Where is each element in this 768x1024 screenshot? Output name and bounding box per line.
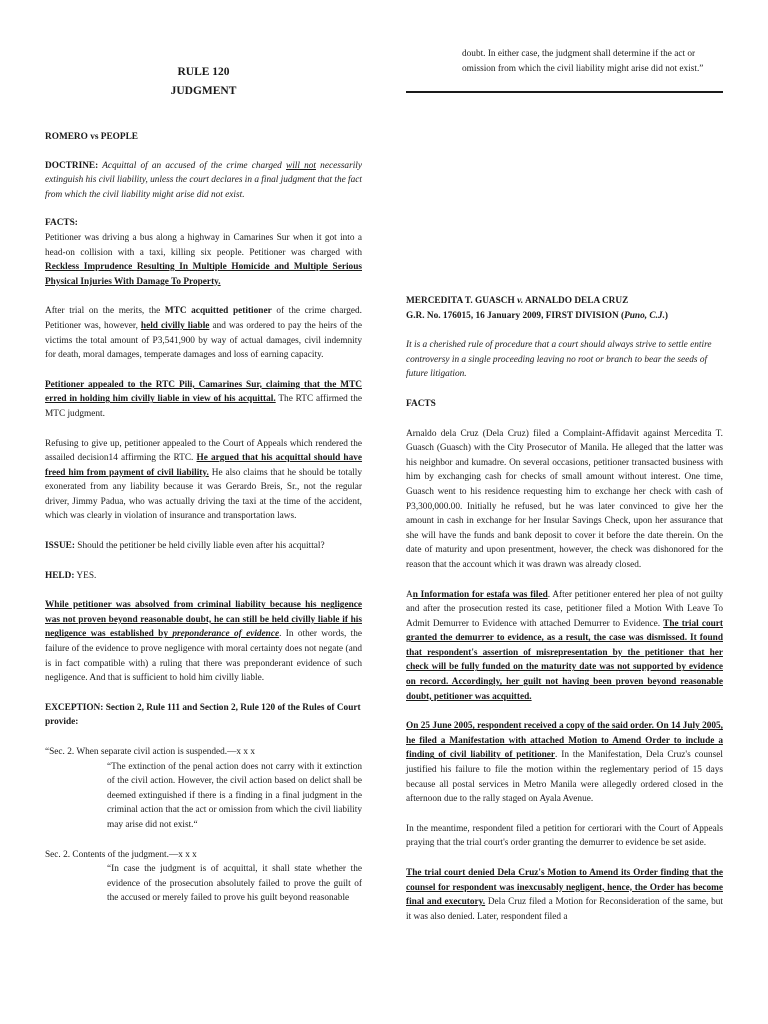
- issue-label: ISSUE:: [45, 541, 75, 552]
- citation-close: ): [664, 310, 669, 321]
- rtc-text: The RTC affirmed the MTC judgment.: [45, 394, 362, 419]
- estafa-information: n Information for estafa was filed: [412, 589, 548, 600]
- issue-text: Should the petitioner be held civilly liable even after his acquittal?: [74, 541, 325, 552]
- ca-paragraph: [45, 437, 362, 525]
- case2-petitioner: MERCEDITA T. GUASCH: [406, 296, 518, 306]
- facts-paragraph: [45, 231, 362, 289]
- doctrine-text-a: Acquittal of an accused of the crime charged: [98, 160, 286, 171]
- manifestation-emphasis: On 25 June 2005, respondent received a copy of the said order. On 14 July 2005, he filed a Manifestation with attached Motion to Amend Order to include a finding of civil liability of petitioner: [406, 721, 723, 761]
- mtc-text-d: and was ordered to pay the heirs of the victims the total amount of P3,541,900 by way of actual damages, civil indemnity for death, moral damages, temperate damages and loss of earning capacity.: [45, 320, 362, 361]
- ruling-emphasis: While petitioner was absolved from criminal liability because his negligence was not proven beyond reasonable doubt, he can still be held civilly liable if his negligence was established by: [45, 600, 362, 640]
- case2-facts-p2: [406, 588, 723, 705]
- case2-facts-p5: [406, 866, 723, 924]
- ruling-text: . In other words, the failure of the evidence to prove negligence with moral certainty does not negate (and is in fact compatible with) a ruling that there was preponderant evidence of such negligence. And that is sufficient to hold him civilly liable.: [45, 629, 362, 684]
- section-divider: [406, 91, 723, 93]
- demurrer-granted: The trial court granted the demurrer to evidence, as a result, the case was dismissed. It found that respondent's assertion of misrepresentation by the petitioner that her check will be fully funded on the maturity date was not supported by evidence on record. Accordingly, her guilt not having been proven beyond reasonable doubt, petitioner was acquitted.: [406, 618, 723, 702]
- sec2-heading: Sec. 2. Contents of the judgment.—x x x: [45, 849, 197, 860]
- case2-facts-p3: [406, 719, 723, 807]
- case-guasch: [406, 294, 723, 924]
- motion-denied: The trial court denied Dela Cruz's Motion to Amend its Order finding that the counsel for respondent was inexcusably negligent, hence, the Order has become final and executory.: [406, 868, 723, 908]
- facts-text-a: Petitioner was driving a bus along a highway in Camarines Sur when it got into a head-on collision with a taxi, killing six people. Petitioner was charged with: [45, 232, 362, 258]
- rtc-paragraph: [45, 378, 362, 422]
- sec1-body: “The extinction of the penal action does not carry with it extinction of the civil action. However, the civil action based on delict shall be deemed extinguished if there is a finding in a final judgment in the criminal action that the act or omission from which the civil liability may arise did not exist.“: [107, 761, 362, 830]
- ca-argument: He argued that his acquittal should have freed him from payment of civil liability.: [45, 453, 363, 478]
- case2-name: [406, 294, 723, 309]
- facts-heading: FACTS:: [45, 218, 78, 229]
- demurrer-text: . After petitioner entered her plea of not guilty and after the prosecution rested its case, petitioner filed a Motion With Leave To Admit Demurrer to Evidence with attached Demurrer to Evidence.: [406, 589, 723, 629]
- case2-facts-heading: FACTS: [406, 398, 436, 409]
- estafa-initial: A: [406, 589, 413, 600]
- case-name: ROMERO vs PEOPLE: [45, 132, 138, 142]
- case2-citation: [406, 309, 723, 324]
- case2-facts-p1: Arnaldo dela Cruz (Dela Cruz) filed a Complaint-Affidavit against Mercedita T. Guasch (Guasch) with the City Prosecutor of Manila. He alleged that the latter was his neighbor and kumadre. On several occasions, petitioner transacted business with him by exchanging cash for checks of small amount without interest. One time, Guasch went to his residence requesting him to exchange her check with cash of P3,300,000.00. Initially he refused, but he was later convinced to give her the amount in cash in exchange for her Insular Savings Check, upon her assurance that she will have the funds and bank deposit to cover it before the date therein. On the date of maturity and upon presentment, however, the check was dishonored for the reason that the account which it was drawn was already closed.: [406, 428, 723, 570]
- case-romero: [45, 130, 362, 906]
- mtc-acquitted: MTC acquitted petitioner: [164, 306, 272, 317]
- facts-charge: Reckless Imprudence Resulting In Multiple Homicide and Multiple Serious Physical Injuries With Damage To Property.: [45, 262, 362, 287]
- mtc-paragraph: [45, 304, 362, 362]
- citation-ponente: Puno, C.J.: [624, 310, 665, 321]
- continued-quote-line1: doubt. In either case, the judgment shall determine if the act or: [462, 49, 696, 59]
- case2-quote: It is a cherished rule of procedure that a court should always strive to settle entire controversy in a single proceeding leaving no root or branch to bear the seeds of future litigation.: [406, 340, 712, 380]
- exception-heading: EXCEPTION: Section 2, Rule 111 and Section 2, Rule 120 of the Rules of Court provide:: [45, 702, 361, 728]
- citation-text: G.R. No. 176015, 16 January 2009, FIRST DIVISION (: [406, 310, 625, 321]
- doctrine-text-b: necessarily extinguish his civil liability, unless the court declares in a final judgment that the fact from which the civil liability might arise did not exist.: [45, 160, 362, 200]
- mtc-text-a: After trial on the merits, the: [45, 306, 165, 317]
- sec1-heading: “Sec. 2. When separate civil action is suspended.—x x x: [45, 747, 255, 757]
- issue-paragraph: [45, 539, 362, 554]
- mtc-text-c: of the crime charged. Petitioner was, however,: [45, 306, 363, 331]
- doctrine-label: DOCTRINE:: [45, 160, 99, 171]
- manifestation-text: . In the Manifestation, Dela Cruz's counsel justified his failure to file the motion within the reglementary period of 15 days because all postal services in Metro Manila were allegedly ordered closed in the afternoon due to the rally staged on Ayala Avenue.: [406, 750, 723, 805]
- page-title: JUDGMENT: [170, 85, 237, 97]
- mtc-civilly-liable: held civilly liable: [140, 320, 210, 331]
- ruling-preponderance: preponderance of evidence: [172, 629, 280, 640]
- case2-respondent: ARNALDO DELA CRUZ: [523, 296, 629, 306]
- continued-quote-line2: omission from which the civil liability might arise did not exist.”: [462, 63, 704, 74]
- doctrine-emphasis: will not: [286, 160, 316, 171]
- held-text: YES.: [74, 570, 97, 581]
- held-paragraph: [45, 569, 362, 584]
- case2-facts-p4: In the meantime, respondent filed a petition for certiorari with the Court of Appeals praying that the trial court's order granting the demurrer to evidence be set aside.: [406, 823, 723, 849]
- case2-versus: v.: [517, 296, 524, 306]
- rule-number: RULE 120: [177, 66, 230, 78]
- ca-text-a: Refusing to give up, petitioner appealed to the Court of Appeals which rendered the assailed decision14 affirming the RTC.: [45, 438, 362, 464]
- sec2-body: “In case the judgment is of acquittal, it shall state whether the evidence of the prosecution absolutely failed to prove the guilt of the accused or merely failed to prove his guilt beyond reasonable: [107, 864, 362, 904]
- ruling-paragraph: [45, 598, 362, 686]
- ca-text-b: He also claims that he should be totally exonerated from any liability because it was Gerardo Breis, Sr., not the regular driver, Jimmy Padua, who was actually driving the taxi at the time of the accident, which was clearly in violation of insurance and transportation laws.: [45, 467, 363, 522]
- reconsideration-text: Dela Cruz filed a Motion for Reconsideration of the same, but it was also denied. Later, respondent filed a: [406, 897, 724, 922]
- rtc-appeal: Petitioner appealed to the RTC Pili, Camarines Sur, claiming that the MTC erred in holding him civilly liable in view of his acquittal.: [45, 379, 362, 405]
- doctrine-paragraph: [45, 159, 362, 203]
- held-label: HELD:: [45, 570, 75, 581]
- continued-quote: [462, 47, 732, 76]
